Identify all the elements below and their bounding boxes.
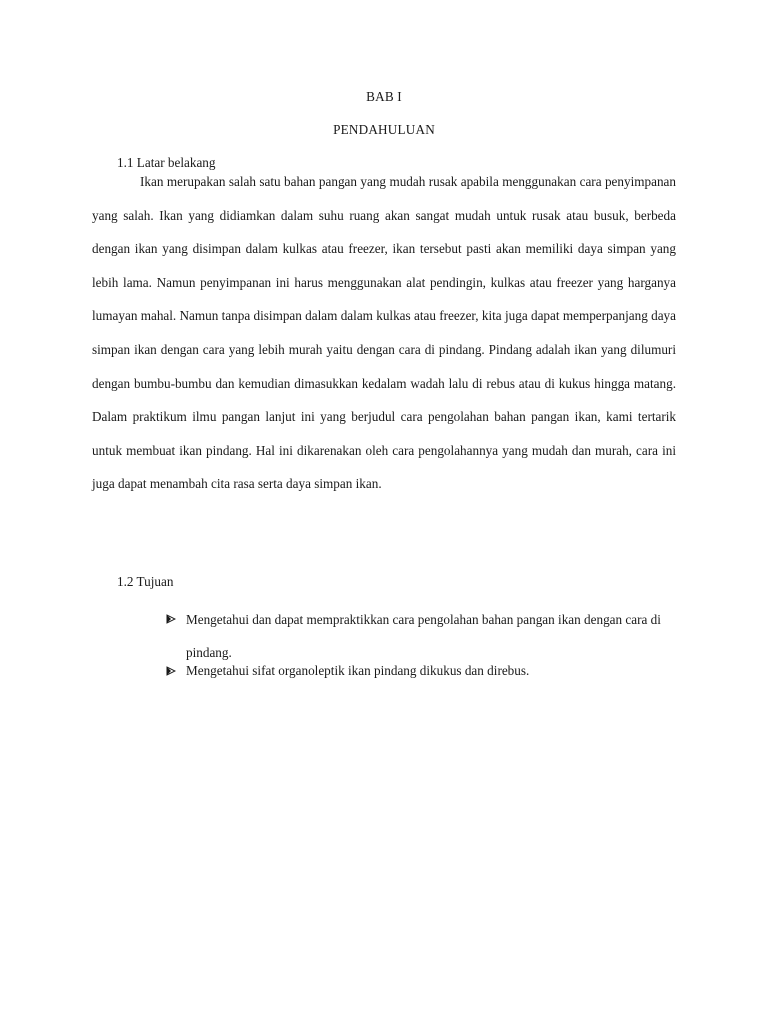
- section-heading-tujuan: 1.2 Tujuan: [117, 574, 174, 589]
- objectives-list: [160, 603, 680, 679]
- arrow-bullet-icon: [166, 666, 176, 676]
- list-item: [160, 603, 680, 669]
- chapter-title: PENDAHULUAN: [333, 122, 435, 137]
- section-heading-latar-belakang: 1.1 Latar belakang: [117, 155, 216, 170]
- objective-text: Mengetahui dan dapat mempraktikkan cara pengolahan bahan pangan ikan dengan cara di pindang.: [186, 612, 661, 660]
- list-item: [160, 663, 680, 679]
- arrow-bullet-icon: [166, 614, 176, 624]
- chapter-label: BAB I: [366, 89, 402, 104]
- objective-text: Mengetahui sifat organoleptik ikan pindang dikukus dan direbus.: [186, 663, 530, 678]
- background-paragraph: Ikan merupakan salah satu bahan pangan yang mudah rusak apabila menggunakan cara penyimpanan yang salah. Ikan yang didiamkan dalam suhu ruang akan sangat mudah untuk rusak atau busuk, berbeda dengan ikan yang disimpan dalam kulkas atau freezer, ikan tersebut pasti akan memiliki daya simpan yang lebih lama. Namun penyimpanan ini harus menggunakan alat pendingin, kulkas atau freezer yang harganya lumayan mahal. Namun tanpa disimpan dalam dalam kulkas atau freezer, kita juga dapat memperpanjang daya simpan ikan dengan cara yang lebih murah yaitu dengan cara di pindang. Pindang adalah ikan yang dilumuri dengan bumbu-bumbu dan kemudian dimasukkan kedalam wadah lalu di rebus atau di kukus hingga matang. Dalam praktikum ilmu pangan lanjut ini yang berjudul cara pengolahan bahan pangan ikan, kami tertarik untuk membuat ikan pindang. Hal ini dikarenakan oleh cara pengolahannya yang mudah dan murah, cara ini juga dapat menambah cita rasa serta daya simpan ikan.: [92, 174, 676, 492]
